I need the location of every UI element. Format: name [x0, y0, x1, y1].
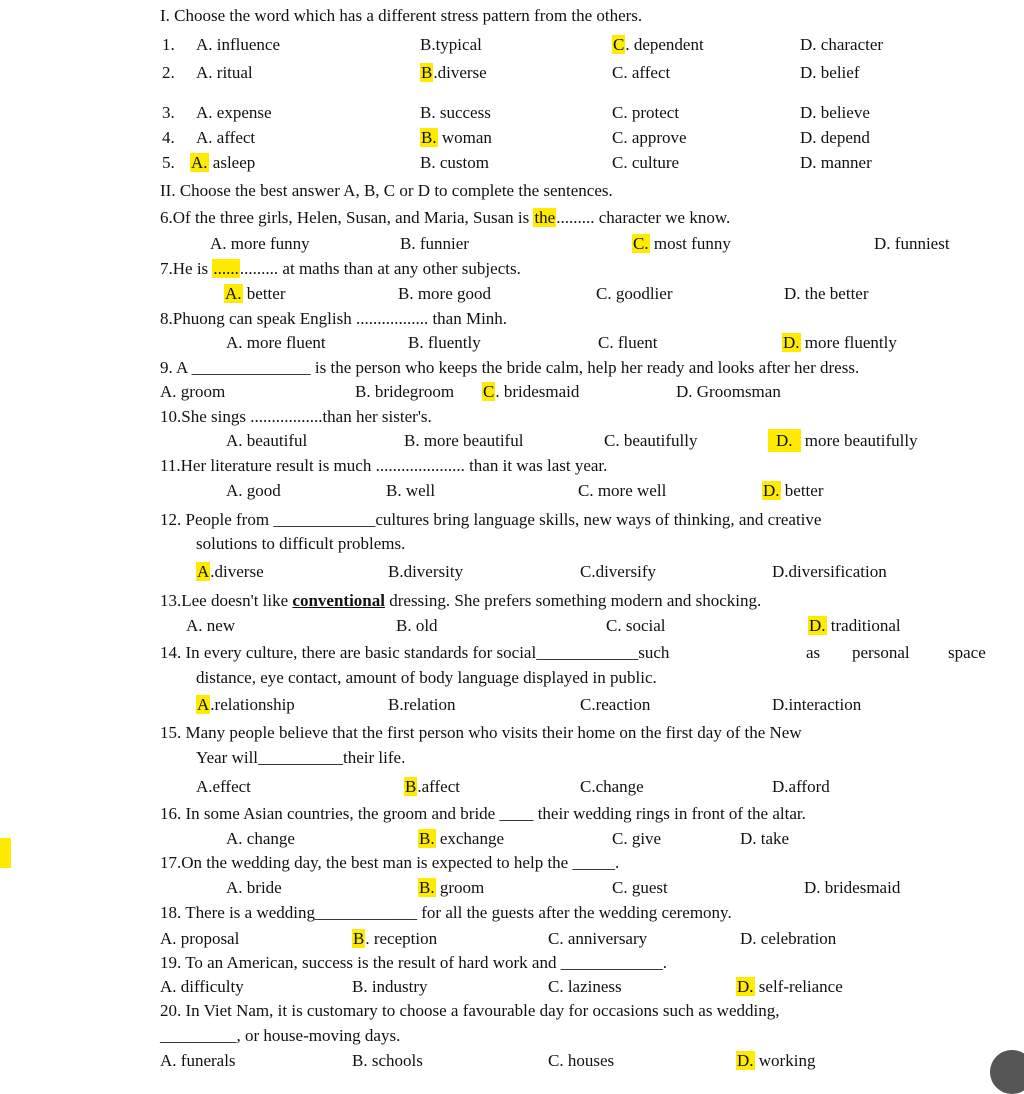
q5-option-b: B. custom: [420, 153, 489, 172]
corner-circle-icon: [990, 1050, 1024, 1094]
q14-stem-as: as: [806, 643, 821, 662]
q17-stem: 17.On the wedding day, the best man is expected to help the _____.: [160, 853, 620, 872]
q3-option-a: A. expense: [196, 103, 272, 122]
q4-answer-highlight: B.: [421, 128, 437, 147]
q2-option-b: B.diverse: [421, 63, 487, 82]
q18-option-d: D. celebration: [740, 929, 837, 948]
q6-option-b: B. funnier: [400, 234, 469, 253]
section-2-title: II. Choose the best answer A, B, C or D to complete the sentences.: [160, 181, 613, 200]
q11-option-c: C. more well: [578, 481, 667, 500]
q12-answer-highlight: A: [197, 562, 210, 581]
q10-stem: 10.She sings .................than her sister's.: [160, 407, 432, 426]
q19-answer-highlight: D.: [737, 977, 754, 996]
q8-option-d: D. more fluently: [783, 333, 897, 352]
q1-answer-highlight: C: [613, 35, 625, 54]
q9-answer-highlight: C: [483, 382, 495, 401]
q14-stem-personal: personal: [852, 643, 910, 662]
q12-option-b: B.diversity: [388, 562, 464, 581]
q17-option-a: A. bride: [226, 878, 282, 897]
q14-option-a: A.relationship: [197, 695, 295, 714]
q11-option-b: B. well: [386, 481, 436, 500]
q8-answer-highlight: D.: [783, 333, 800, 352]
q13-option-c: C. social: [606, 616, 666, 635]
q16-option-d: D. take: [740, 829, 790, 848]
q5-option-a: A. asleep: [191, 153, 256, 172]
q2-number: 2.: [162, 63, 175, 82]
q10-answer-highlight: D.: [768, 429, 801, 452]
q16-answer-highlight: B.: [419, 829, 435, 848]
q16-option-a: A. change: [226, 829, 295, 848]
q14-stem-line2: distance, eye contact, amount of body language displayed in public.: [196, 668, 657, 687]
q13-answer-highlight: D.: [809, 616, 826, 635]
q12-stem-line2: solutions to difficult problems.: [196, 534, 406, 553]
q15-option-d: D.afford: [772, 777, 830, 796]
q15-stem-line2: Year will__________their life.: [196, 748, 406, 767]
q17-answer-highlight: B.: [419, 878, 435, 897]
q13-underlined-word: conventional: [292, 591, 385, 610]
q11-stem: 11.Her literature result is much ..................... than it was last year.: [160, 456, 608, 475]
q8-stem: 8.Phuong can speak English ................. than Minh.: [160, 309, 508, 328]
q9-option-a: A. groom: [160, 382, 226, 401]
q19-option-d: D. self-reliance: [737, 977, 843, 996]
q15-stem: 15. Many people believe that the first person who visits their home on the first day of the New: [160, 723, 802, 742]
q3-option-d: D. believe: [800, 103, 870, 122]
q19-option-a: A. difficulty: [160, 977, 244, 996]
q6-option-c: C. most funny: [633, 234, 731, 253]
q18-answer-highlight: B: [353, 929, 365, 948]
q5-option-c: C. culture: [612, 153, 680, 172]
q8-option-a: A. more fluent: [226, 333, 326, 352]
q6-option-d: D. funniest: [874, 234, 950, 253]
q2-answer-highlight: B: [421, 63, 433, 82]
q16-stem: 16. In some Asian countries, the groom and bride ____ their wedding rings in front of the altar.: [160, 804, 806, 823]
q2-option-a: A. ritual: [196, 63, 253, 82]
q1-option-c: C. dependent: [613, 35, 704, 54]
q6-stem-highlight: the: [534, 208, 556, 227]
q3-option-b: B. success: [420, 103, 491, 122]
q9-option-d: D. Groomsman: [676, 382, 781, 401]
q4-option-c: C. approve: [612, 128, 687, 147]
q14-stem: 14. In every culture, there are basic standards for social____________such: [160, 643, 670, 662]
q17-option-b: B. groom: [419, 878, 485, 897]
q3-number: 3.: [162, 103, 175, 122]
q20-option-b: B. schools: [352, 1051, 423, 1070]
q4-option-b: B. woman: [421, 128, 492, 147]
q10-option-c: C. beautifully: [604, 431, 698, 450]
q1-option-d: D. character: [800, 35, 884, 54]
q1-option-b: B.typical: [420, 35, 482, 54]
q7-option-c: C. goodlier: [596, 284, 673, 303]
q13-option-d: D. traditional: [809, 616, 901, 635]
section-1-title: I. Choose the word which has a different stress pattern from the others.: [160, 6, 643, 25]
q7-option-a: A. better: [225, 284, 286, 303]
q11-option-a: A. good: [226, 481, 281, 500]
q14-stem-space: space: [948, 643, 986, 662]
q11-answer-highlight: D.: [763, 481, 780, 500]
q20-stem-line2: _________, or house-moving days.: [160, 1026, 401, 1045]
q19-option-c: C. laziness: [548, 977, 622, 996]
q20-option-c: C. houses: [548, 1051, 615, 1070]
q6-answer-highlight: C.: [633, 234, 649, 253]
q4-number: 4.: [162, 128, 175, 147]
q4-option-d: D. depend: [800, 128, 870, 147]
q16-option-c: C. give: [612, 829, 662, 848]
q20-answer-highlight: D.: [737, 1051, 754, 1070]
q6-option-a: A. more funny: [210, 234, 310, 253]
q13-option-b: B. old: [396, 616, 438, 635]
q18-option-a: A. proposal: [160, 929, 240, 948]
q2-option-d: D. belief: [800, 63, 860, 82]
q1-option-a: A. influence: [196, 35, 281, 54]
q7-stem-highlight: ......: [213, 259, 239, 278]
q12-option-d: D.diversification: [772, 562, 887, 581]
q14-option-b: B.relation: [388, 695, 456, 714]
q14-option-c: C.reaction: [580, 695, 651, 714]
q18-stem: 18. There is a wedding____________ for all the guests after the wedding ceremony.: [160, 903, 732, 922]
q15-option-b: B.affect: [405, 777, 460, 796]
q16-option-b: B. exchange: [419, 829, 505, 848]
q17-option-c: C. guest: [612, 878, 668, 897]
q17-option-d: D. bridesmaid: [804, 878, 901, 897]
q7-option-b: B. more good: [398, 284, 492, 303]
q9-option-b: B. bridegroom: [355, 382, 455, 401]
q10-option-a: A. beautiful: [226, 431, 308, 450]
q10-option-d: D. more beautifully: [768, 430, 918, 452]
q18-option-b: B. reception: [353, 929, 438, 948]
q7-answer-highlight: A.: [225, 284, 242, 303]
q4-option-a: A. affect: [196, 128, 256, 147]
q12-option-a: A.diverse: [197, 562, 264, 581]
q5-number: 5.: [162, 153, 175, 172]
q19-stem: 19. To an American, success is the result of hard work and ____________.: [160, 953, 667, 972]
q2-option-c: C. affect: [612, 63, 671, 82]
q15-answer-highlight: B: [405, 777, 417, 796]
q20-option-a: A. funerals: [160, 1051, 236, 1070]
q12-stem: 12. People from ____________cultures bring language skills, new ways of thinking, and creative: [160, 510, 822, 529]
q18-option-c: C. anniversary: [548, 929, 648, 948]
q19-option-b: B. industry: [352, 977, 428, 996]
q6-stem: 6.Of the three girls, Helen, Susan, and Maria, Susan is the......... character we know.: [160, 208, 731, 227]
q13-stem: 13.Lee doesn't like conventional dressing. She prefers something modern and shocking.: [160, 591, 762, 610]
q11-option-d: D. better: [763, 481, 824, 500]
q5-answer-highlight: A.: [191, 153, 208, 172]
q10-option-b: B. more beautiful: [404, 431, 524, 450]
q5-option-d: D. manner: [800, 153, 872, 172]
q7-stem: 7.He is ............... at maths than at any other subjects.: [160, 259, 521, 278]
q8-option-c: C. fluent: [598, 333, 658, 352]
q15-option-a: A.effect: [196, 777, 251, 796]
margin-highlight-mark: [0, 838, 11, 868]
q15-option-c: C.change: [580, 777, 644, 796]
q9-stem: 9. A ______________ is the person who keeps the bride calm, help her ready and looks after her dress.: [160, 358, 860, 377]
q7-option-d: D. the better: [784, 284, 869, 303]
q13-option-a: A. new: [186, 616, 236, 635]
q12-option-c: C.diversify: [580, 562, 657, 581]
q3-option-c: C. protect: [612, 103, 680, 122]
q1-number: 1.: [162, 35, 175, 54]
q8-option-b: B. fluently: [408, 333, 481, 352]
q20-stem: 20. In Viet Nam, it is customary to choose a favourable day for occasions such as wedding,: [160, 1001, 780, 1020]
q20-option-d: D. working: [737, 1051, 816, 1070]
q14-answer-highlight: A: [197, 695, 210, 714]
q9-option-c: C. bridesmaid: [483, 382, 580, 401]
q14-option-d: D.interaction: [772, 695, 862, 714]
